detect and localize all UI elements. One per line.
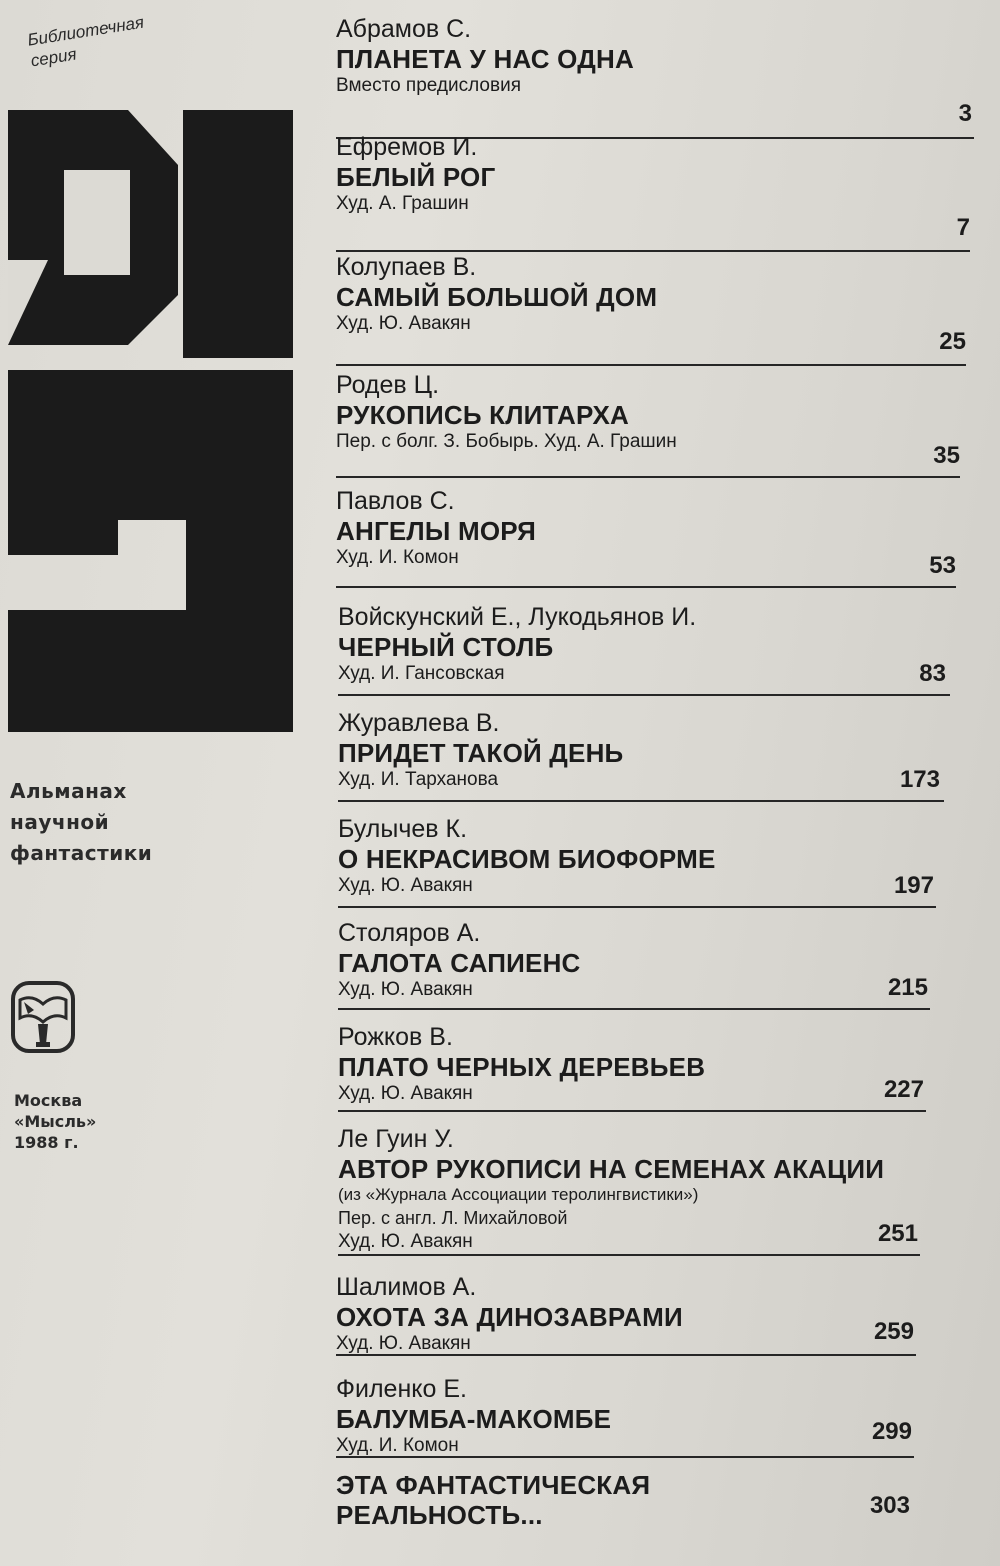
toc-page-number: 197 [893,872,934,899]
toc-note: Худ. Ю. Авакян [338,1231,473,1252]
toc-title: ПЛАТО ЧЕРНЫХ ДЕРЕВЬЕВ [338,1052,706,1082]
toc-divider [336,586,956,588]
toc-author: Рожков В. [338,1023,453,1051]
toc-title: САМЫЙ БОЛЬШОЙ ДОМ [336,282,658,312]
toc-entry [338,918,930,1018]
toc-note: Худ. Ю. Авакян [336,1333,471,1354]
toc-page-number: 35 [933,442,960,469]
imprint-publisher: «Мысль» [14,1112,97,1131]
series-line-2: серия [29,44,78,71]
toc-page-number: 251 [877,1220,918,1247]
toc-author: Абрамов С. [336,15,472,43]
toc-author: Войскунский Е., Лукодьянов И. [338,603,697,631]
toc-note: Худ. И. Комон [336,547,459,568]
toc-title: ОХОТА ЗА ДИНОЗАВРАМИ [336,1302,683,1332]
toc-entry [338,1022,926,1122]
series-line-1: Библиотечная [26,12,146,50]
toc-entry [336,370,960,482]
toc-entry [336,1470,912,1554]
toc-title: О НЕКРАСИВОМ БИОФОРМЕ [338,844,716,874]
toc-title: БАЛУМБА-МАКОМБЕ [336,1404,612,1434]
toc-page-number: 7 [956,214,970,241]
toc-entry [338,814,936,914]
toc-author: Ле Гуин У. [338,1125,454,1153]
toc-note: (из «Журнала Ассоциации теролингвистики») [338,1185,699,1204]
toc-author: Столяров А. [338,919,481,947]
toc-author: Филенко Е. [336,1375,467,1403]
toc-entry [336,486,956,598]
toc-entry [338,1124,920,1274]
toc-entry [338,602,950,702]
toc-page-number: 303 [869,1492,910,1519]
almanac-line-2: научной [10,810,110,834]
toc-divider [336,364,966,366]
toc-author: Шалимов А. [336,1273,477,1301]
toc-page-number: 25 [939,328,966,355]
toc-title: ГАЛОТА САПИЕНС [338,948,581,978]
toc-author: Журавлева В. [338,709,500,737]
toc-title: ЭТА ФАНТАСТИЧЕСКАЯ [336,1470,651,1500]
toc-note: Вместо предисловия [336,75,521,96]
toc-page-number: 299 [871,1418,912,1445]
toc-author: Колупаев В. [336,253,477,281]
toc-title: ПЛАНЕТА У НАС ОДНА [336,44,634,74]
toc-entry [336,1272,916,1372]
toc-entry [338,708,944,808]
toc-note: Пер. с англ. Л. Михайловой [338,1208,568,1228]
toc-author: Родев Ц. [336,371,440,399]
toc-title: ЧЕРНЫЙ СТОЛБ [338,632,554,662]
toc-divider [338,694,950,696]
toc-title: БЕЛЫЙ РОГ [336,162,496,192]
toc-divider [338,906,936,908]
toc-entry [336,1374,914,1474]
imprint-year: 1988 г. [14,1133,79,1152]
toc-author: Ефремов И. [336,133,478,161]
toc-divider [336,1456,914,1458]
toc-page-number: 215 [887,974,928,1001]
almanac-line-1: Альманах [10,779,127,803]
toc-page-number: 227 [883,1076,924,1103]
toc-divider [336,476,960,478]
toc-entry [336,14,974,138]
toc-title: РУКОПИСЬ КЛИТАРХА [336,400,630,430]
toc-title-line-2: РЕАЛЬНОСТЬ... [336,1500,543,1530]
toc-author: Булычев К. [338,815,468,843]
toc-page-number: 173 [899,766,940,793]
toc-note: Худ. И. Комон [336,1435,459,1456]
toc-title: ПРИДЕТ ТАКОЙ ДЕНЬ [338,738,624,768]
toc-divider [338,800,944,802]
toc-page-number: 53 [929,552,956,579]
toc-note: Пер. с болг. З. Бобырь. Худ. А. Грашин [336,431,677,452]
toc-divider [338,1254,920,1256]
toc-entry [336,252,966,370]
toc-note: Худ. Ю. Авакян [338,875,473,896]
toc-page-number: 83 [919,660,946,687]
toc-title: АНГЕЛЫ МОРЯ [336,516,537,546]
toc-note: Худ. Ю. Авакян [338,979,473,1000]
toc-note: Худ. И. Тарханова [338,769,499,790]
toc-note: Худ. А. Грашин [336,193,469,214]
toc-title: АВТОР РУКОПИСИ НА СЕМЕНАХ АКАЦИИ [338,1154,885,1184]
toc-note: Худ. И. Гансовская [338,663,505,684]
imprint-city: Москва [14,1091,83,1110]
toc-page-number: 259 [873,1318,914,1345]
toc-note: Худ. Ю. Авакян [338,1083,473,1104]
toc-note: Худ. Ю. Авакян [336,313,471,334]
toc-entry [336,132,970,254]
toc-author: Павлов С. [336,487,455,515]
toc-page-number: 3 [958,100,972,127]
toc-divider [338,1008,930,1010]
toc-divider [336,1354,916,1356]
toc-divider [338,1110,926,1112]
almanac-line-3: фантастики [10,841,153,865]
